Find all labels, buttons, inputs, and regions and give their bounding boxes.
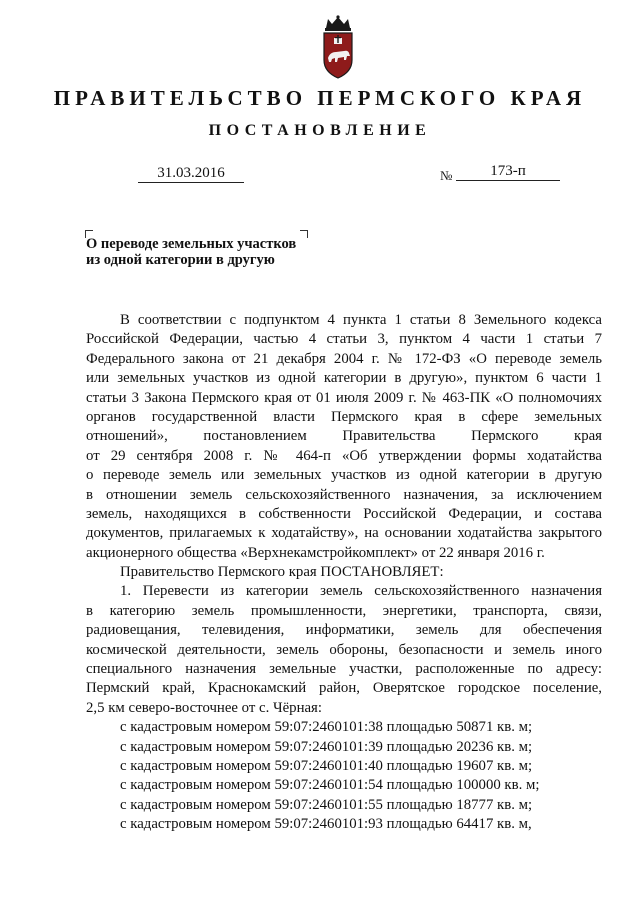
text-line: В соответствии с подпунктом 4 пункта 1 статьи 8 Земельного кодекса bbox=[120, 312, 602, 328]
document-type: ПОСТАНОВЛЕНИЕ bbox=[208, 122, 432, 139]
text-line: специального назначения земельные участки, расположенные по адресу: bbox=[86, 661, 602, 678]
text-line: космической деятельности, земель обороны, безопасности и земель иного bbox=[86, 641, 602, 658]
text-line: органов государственной власти Пермского края в сфере земельных bbox=[86, 408, 602, 425]
text-line: статьи 3 Закона Пермского края от 01 июля 2009 г. № 463-ПК «О полномочиях bbox=[86, 389, 602, 406]
coat-of-arms-icon bbox=[318, 14, 358, 80]
parcel-item: с кадастровым номером 59:07:2460101:55 площадью 18777 кв. м; bbox=[120, 796, 533, 813]
text-line: 2,5 км северо-восточнее от с. Чёрная: bbox=[86, 699, 322, 716]
text-line: о переводе земель или земельных участков из одной категории в другую bbox=[86, 467, 602, 484]
subject-line: из одной категории в другую bbox=[86, 252, 275, 268]
document-body bbox=[86, 311, 602, 835]
parcel-item: с кадастровым номером 59:07:2460101:38 площадью 50871 кв. м; bbox=[120, 719, 533, 736]
document-date: 31.03.2016 bbox=[138, 164, 244, 183]
document-subject bbox=[86, 236, 326, 268]
text-line: отношений», постановлением Правительства Пермского края bbox=[86, 428, 602, 445]
parcel-item: с кадастровым номером 59:07:2460101:39 площадью 20236 кв. м; bbox=[120, 738, 533, 755]
text-line: Российской Федерации, частью 4 статьи 3, пунктом 4 части 1 статьи 7 bbox=[86, 331, 602, 348]
text-line: Пермский край, Краснокамский район, Оверятское городское поселение, bbox=[86, 680, 602, 697]
parcel-item: с кадастровым номером 59:07:2460101:93 площадью 64417 кв. м, bbox=[120, 816, 532, 833]
parcel-item: с кадастровым номером 59:07:2460101:40 площадью 19607 кв. м; bbox=[120, 757, 533, 774]
subject-line: О переводе земельных участков bbox=[86, 236, 297, 252]
government-title: ПРАВИТЕЛЬСТВО ПЕРМСКОГО КРАЯ bbox=[53, 86, 587, 110]
resolves-line: Правительство Пермского края ПОСТАНОВЛЯЕТ: bbox=[120, 564, 444, 581]
text-line: Федерального закона от 21 декабря 2004 г. № 172-ФЗ «О переводе земель bbox=[86, 350, 602, 367]
text-line: от 29 сентября 2008 г. № 464-п «Об утверждении формы ходатайства bbox=[86, 447, 602, 464]
text-line: документов, прилагаемых к ходатайству», на основании ходатайства закрытого bbox=[86, 525, 602, 542]
document-number: 173-п bbox=[456, 162, 560, 181]
text-line: или земельных участков из одной категории в другую», пунктом 6 части 1 bbox=[86, 370, 602, 387]
text-line: в отношении земель сельскохозяйственного назначения, за исключением bbox=[86, 486, 602, 503]
text-line: радиовещания, телевидения, информатики, земель для обеспечения bbox=[86, 622, 602, 639]
parcel-item: с кадастровым номером 59:07:2460101:54 площадью 100000 кв. м; bbox=[120, 777, 540, 794]
text-line: земель, находящихся в собственности Российской Федерации, и состава bbox=[86, 505, 602, 522]
text-line: 1. Перевести из категории земель сельскохозяйственного назначения bbox=[120, 583, 602, 600]
number-sign: № bbox=[440, 168, 453, 183]
text-line: в категорию земель промышленности, энергетики, транспорта, связи, bbox=[86, 602, 602, 619]
text-line: акционерного общества «Верхнекамстройкомплект» от 22 января 2016 г. bbox=[86, 544, 545, 561]
